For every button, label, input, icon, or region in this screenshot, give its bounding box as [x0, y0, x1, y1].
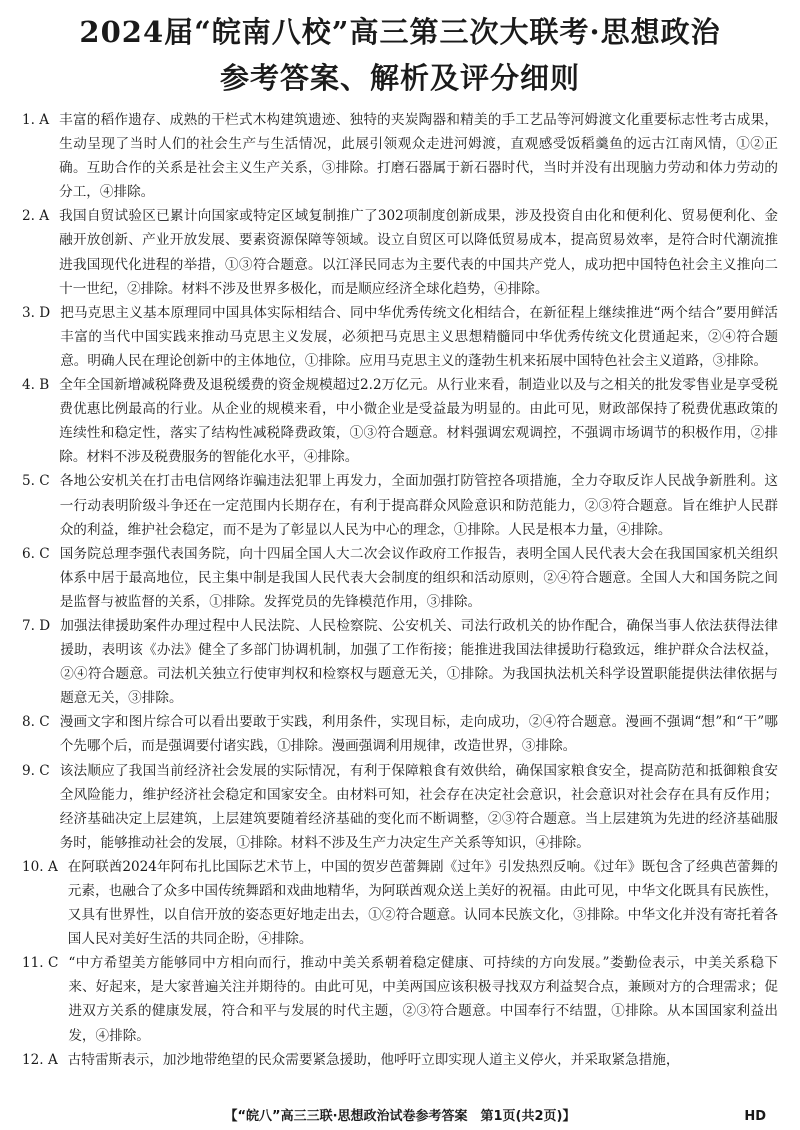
page-title: 2024届“皖南八校”高三第三次大联考·思想政治 [79, 15, 721, 49]
answer-item-10 [22, 855, 778, 951]
answer-explanation: 古特雷斯表示，加沙地带绝望的民众需要紧急援助，他呼吁立即实现人道主义停火，并采取紧急措施， [67, 1051, 680, 1068]
answer-number: 12. A [22, 1051, 58, 1068]
answer-explanation: 我国自贸试验区已累计向国家或特定区域复制推广了302项制度创新成果，涉及投资自由化和便利化、贸易便利化、金融开放创新、产业开放发展、要素资源保障等领域。设立自贸区可以降低贸易成本，提高贸易效率，是符合时代潮流推进我国现代化进程的举措，①③符合题意。以江泽民同志为主要代表的中国共产党人，成功把中国特色社会主义推向二十一世纪，②排除。材料不涉及世界多极化，而是顺应经济全球化趋势，④排除。 [59, 208, 778, 297]
answer-list [22, 108, 778, 1072]
answer-item-11 [22, 951, 778, 1047]
answer-item-9 [22, 759, 778, 855]
answer-item-5 [22, 469, 778, 541]
answer-explanation: 各地公安机关在打击电信网络诈骗违法犯罪上再发力，全面加强打防管控各项措施，全力夺取反诈人民战争新胜利。这一行动表明阶级斗争还在一定范围内长期存在，有利于提高群众风险意识和防范能力，②③符合题意。旨在维护人民群众的利益，维护社会稳定，而不是为了彰显以人民为中心的理念，①排除。人民是根本力量，④排除。 [59, 473, 778, 538]
answer-number: 2. A [22, 208, 50, 225]
footer-code: HD [744, 1109, 766, 1124]
answer-item-1 [22, 108, 778, 204]
answer-explanation: 在阿联酋2024年阿布扎比国际艺术节上，中国的贺岁芭蕾舞剧《过年》引发热烈反响。《过年》既包含了经典芭蕾舞的元素，也融合了众多中国传统舞蹈和戏曲地精华，为阿联酋观众送上美好的祝福。由此可见，中华文化既具有民族性，又具有世界性，以自信开放的姿态更好地走出去，①②符合题意。认同本民族文化，③排除。中华文化并没有寄托着各国人民对美好生活的共同企盼，④排除。 [67, 858, 778, 948]
answer-explanation: 该法顺应了我国当前经济社会发展的实际情况，有利于保障粮食有效供给，确保国家粮食安全，提高防范和抵御粮食安全风险能力，维护经济社会稳定和国家安全。由材料可知，社会存在决定社会意识，社会意识对社会存在具有反作用；经济基础决定上层建筑，上层建筑要随着经济基础的变化而不断调整，②③符合题意。当上层建筑为先进的经济基础服务时，能够推动社会的发展，①排除。材料不涉及生产力决定生产关系等知识，④排除。 [59, 762, 778, 851]
answer-explanation: 把马克思主义基本原理同中国具体实际相结合、同中华优秀传统文化相结合，在新征程上继续推进“两个结合”要用鲜活丰富的当代中国实践来推动马克思主义发展，必须把马克思主义思想精髓同中华优秀传统文化贯通起来，②④符合题意。明确人民在理论创新中的主体地位，①排除。应用马克思主义的蓬勃生机来拓展中国特色社会主义道路，③排除。 [60, 304, 778, 369]
answer-item-2 [22, 204, 778, 300]
answer-explanation: 国务院总理李强代表国务院，向十四届全国人大二次会议作政府工作报告，表明全国人民代表大会在我国国家机关组织体系中居于最高地位，民主集中制是我国人民代表大会制度的组织和活动原则，②④符合题意。全国人大和国务院之间是监督与被监督的关系，①排除。发挥党员的先锋模范作用，③排除。 [59, 545, 778, 610]
answer-number: 3. D [22, 304, 51, 321]
answer-item-3 [22, 301, 778, 373]
page-footer: 【“皖八”高三三联·思想政治试卷参考答案 第1页(共2页)】 [224, 1109, 576, 1124]
answer-number: 5. C [22, 473, 50, 490]
answer-number: 1. A [22, 112, 50, 128]
answer-item-12 [22, 1048, 778, 1072]
answer-number: 11. C [22, 955, 59, 972]
answer-explanation: 丰富的稻作遗存、成熟的干栏式木构建筑遗迹、独特的夹炭陶器和精美的手工艺品等河姆渡文化重要标志性考古成果，生动呈现了当时人们的社会生产与生活情况，此展引领观众走进河姆渡，直观感受饭稻羹鱼的远古江南风情，①②正确。互助合作的关系是社会主义生产关系，③排除。打磨石器属于新石器时代，当时并没有出现脑力劳动和体力劳动的分工，④排除。 [59, 112, 778, 201]
answer-number: 4. B [22, 377, 50, 394]
answer-explanation: 漫画文字和图片综合可以看出要敢于实践，利用条件，实现目标，走向成功，②④符合题意。漫画不强调“想”和“干”哪个先哪个后，而是强调要付诸实践，①排除。漫画强调利用规律，改造世界，③排除。 [59, 714, 778, 755]
answer-number: 9. C [22, 762, 50, 779]
answer-number: 6. C [22, 545, 50, 562]
answer-item-4 [22, 373, 778, 469]
answer-explanation: 加强法律援助案件办理过程中人民法院、人民检察院、公安机关、司法行政机关的协作配合，确保当事人依法获得法律援助，表明该《办法》健全了多部门协调机制，加强了工作衔接；能推进我国法律援助行稳致远，维护群众合法权益，②④符合题意。司法机关独立行使审判权和检察权与题意无关，①排除。为我国执法机关科学设置职能提供法律依据与题意无关，③排除。 [60, 617, 778, 707]
answer-explanation: 全年全国新增减税降费及退税缓费的资金规模超过2.2万亿元。从行业来看，制造业以及与之相关的批发零售业是享受税费优惠比例最高的行业。从企业的规模来看，中小微企业是受益最为明显的。由此可见，财政部保持了税费优惠政策的连续性和稳定性，落实了结构性减税降费政策，①③符合题意。材料强调宏观调控，不强调市场调节的积极作用，②排除。材料不涉及税费服务的智能化水平，④排除。 [59, 377, 778, 466]
answer-number: 8. C [22, 714, 50, 731]
answer-item-6 [22, 542, 778, 614]
answer-explanation: “中方希望美方能够同中方相向而行，推动中美关系朝着稳定健康、可持续的方向发展。”娄勤俭表示，中美关系稳下来、好起来，是大家普遍关注并期待的。由此可见，中美两国应该积极寻找双方利益契合点，兼顾对方的合理需求；促进双方关系的健康发展，符合和平与发展的时代主题，②③符合题意。中国奉行不结盟，①排除。从本国国家利益出发，④排除。 [68, 955, 778, 1044]
page-subtitle: 参考答案、解析及评分细则 [219, 61, 580, 95]
answer-item-7 [22, 614, 778, 710]
answer-item-8 [22, 710, 778, 758]
answer-number: 10. A [22, 858, 58, 875]
answer-number: 7. D [22, 617, 51, 634]
